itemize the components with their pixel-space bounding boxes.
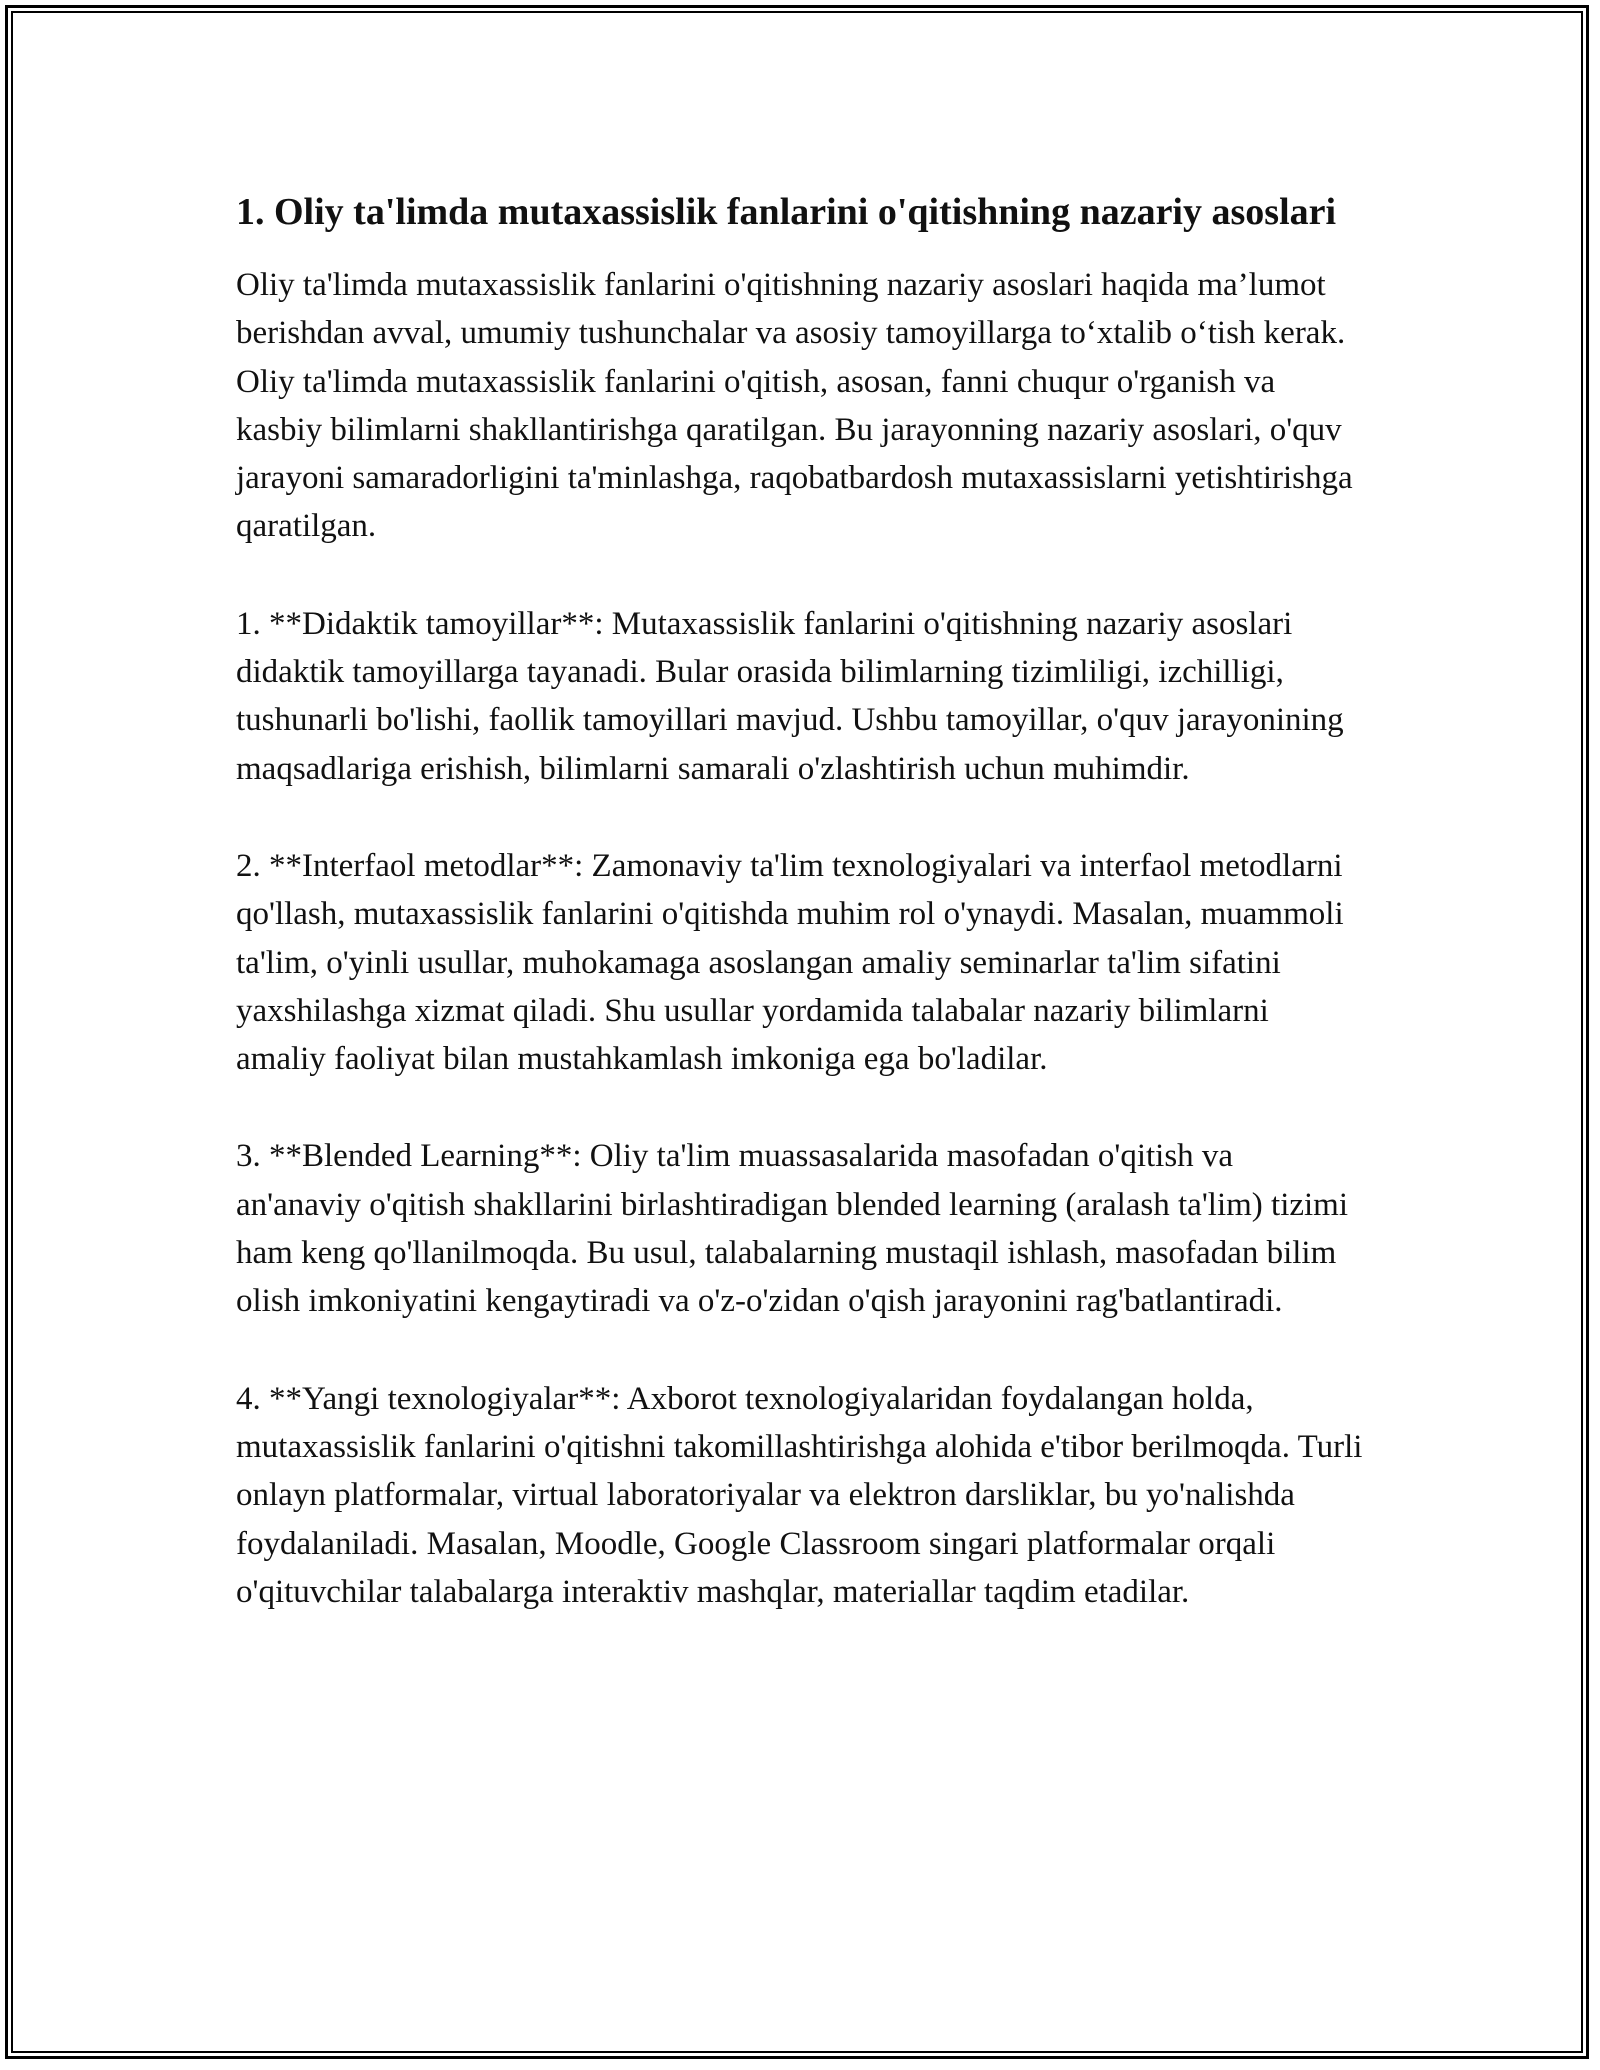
paragraph-didactic-principles: 1. **Didaktik tamoyillar**: Mutaxassislik fanlarini o'qitishning nazariy asoslari didaktik tamoyillarga tayanadi. Bular orasida bilimlarning tizimliligi, izchilligi, tushunarli bo'lishi, faollik tamoyillari mavjud. Ushbu tamoyillar, o'quv jarayonining maqsadlariga erishish, bilimlarni samarali o'zlashtirish uchun muhimdir. (236, 605, 1344, 787)
section-heading: 1. Oliy ta'limda mutaxassislik fanlarini o'qitishning nazariy asoslari (236, 191, 1337, 233)
paragraph-blended-learning: 3. **Blended Learning**: Oliy ta'lim muassasalarida masofadan o'qitish va an'anaviy o'qitish shakllarini birlashtiradigan blended learning (aralash ta'lim) tizimi ham keng qo'llanilmoqda. Bu usul, talabalarning mustaqil ishlash, masofadan bilim olish imkoniyatini kengaytiradi va o'z-o'zidan o'qish jarayonini rag'batlantiradi. (236, 1138, 1349, 1320)
paragraph-new-technologies: 4. **Yangi texnologiyalar**: Axborot texnologiyalaridan foydalangan holda, mutaxassislik fanlarini o'qitishni takomillashtirishga alohida e'tibor berilmoqda. Turli onlayn platformalar, virtual laboratoriyalar va elektron darsliklar, bu yo'nalishda foydalaniladi. Masalan, Moodle, Google Classroom singari platformalar orqali o'qituvchilar talabalarga interaktiv mashqlar, materiallar taqdim etadilar. (236, 1380, 1363, 1610)
document-body (236, 185, 1366, 1665)
intro-paragraph: Oliy ta'limda mutaxassislik fanlarini o'qitishning nazariy asoslari haqida ma’lumot berishdan avval, umumiy tushunchalar va asosiy tamoyillarga to‘xtalib o‘tish kerak. Oliy ta'limda mutaxassislik fanlarini o'qitish, asosan, fanni chuqur o'rganish va kasbiy bilimlarni shakllantirishga qaratilgan. Bu jarayonning nazariy asoslari, o'quv jarayoni samaradorligini ta'minlashga, raqobatbardosh mutaxassislarni yetishtirishga qaratilgan. (236, 267, 1353, 545)
paragraph-interactive-methods: 2. **Interfaol metodlar**: Zamonaviy ta'lim texnologiyalari va interfaol metodlarni qo'llash, mutaxassislik fanlarini o'qitishda muhim rol o'ynaydi. Masalan, muammoli ta'lim, o'yinli usullar, muhokamaga asoslangan amaliy seminarlar ta'lim sifatini yaxshilashga xizmat qiladi. Shu usullar yordamida talabalar nazariy bilimlarni amaliy faoliyat bilan mustahkamlash imkoniga ega bo'ladilar. (236, 847, 1344, 1078)
